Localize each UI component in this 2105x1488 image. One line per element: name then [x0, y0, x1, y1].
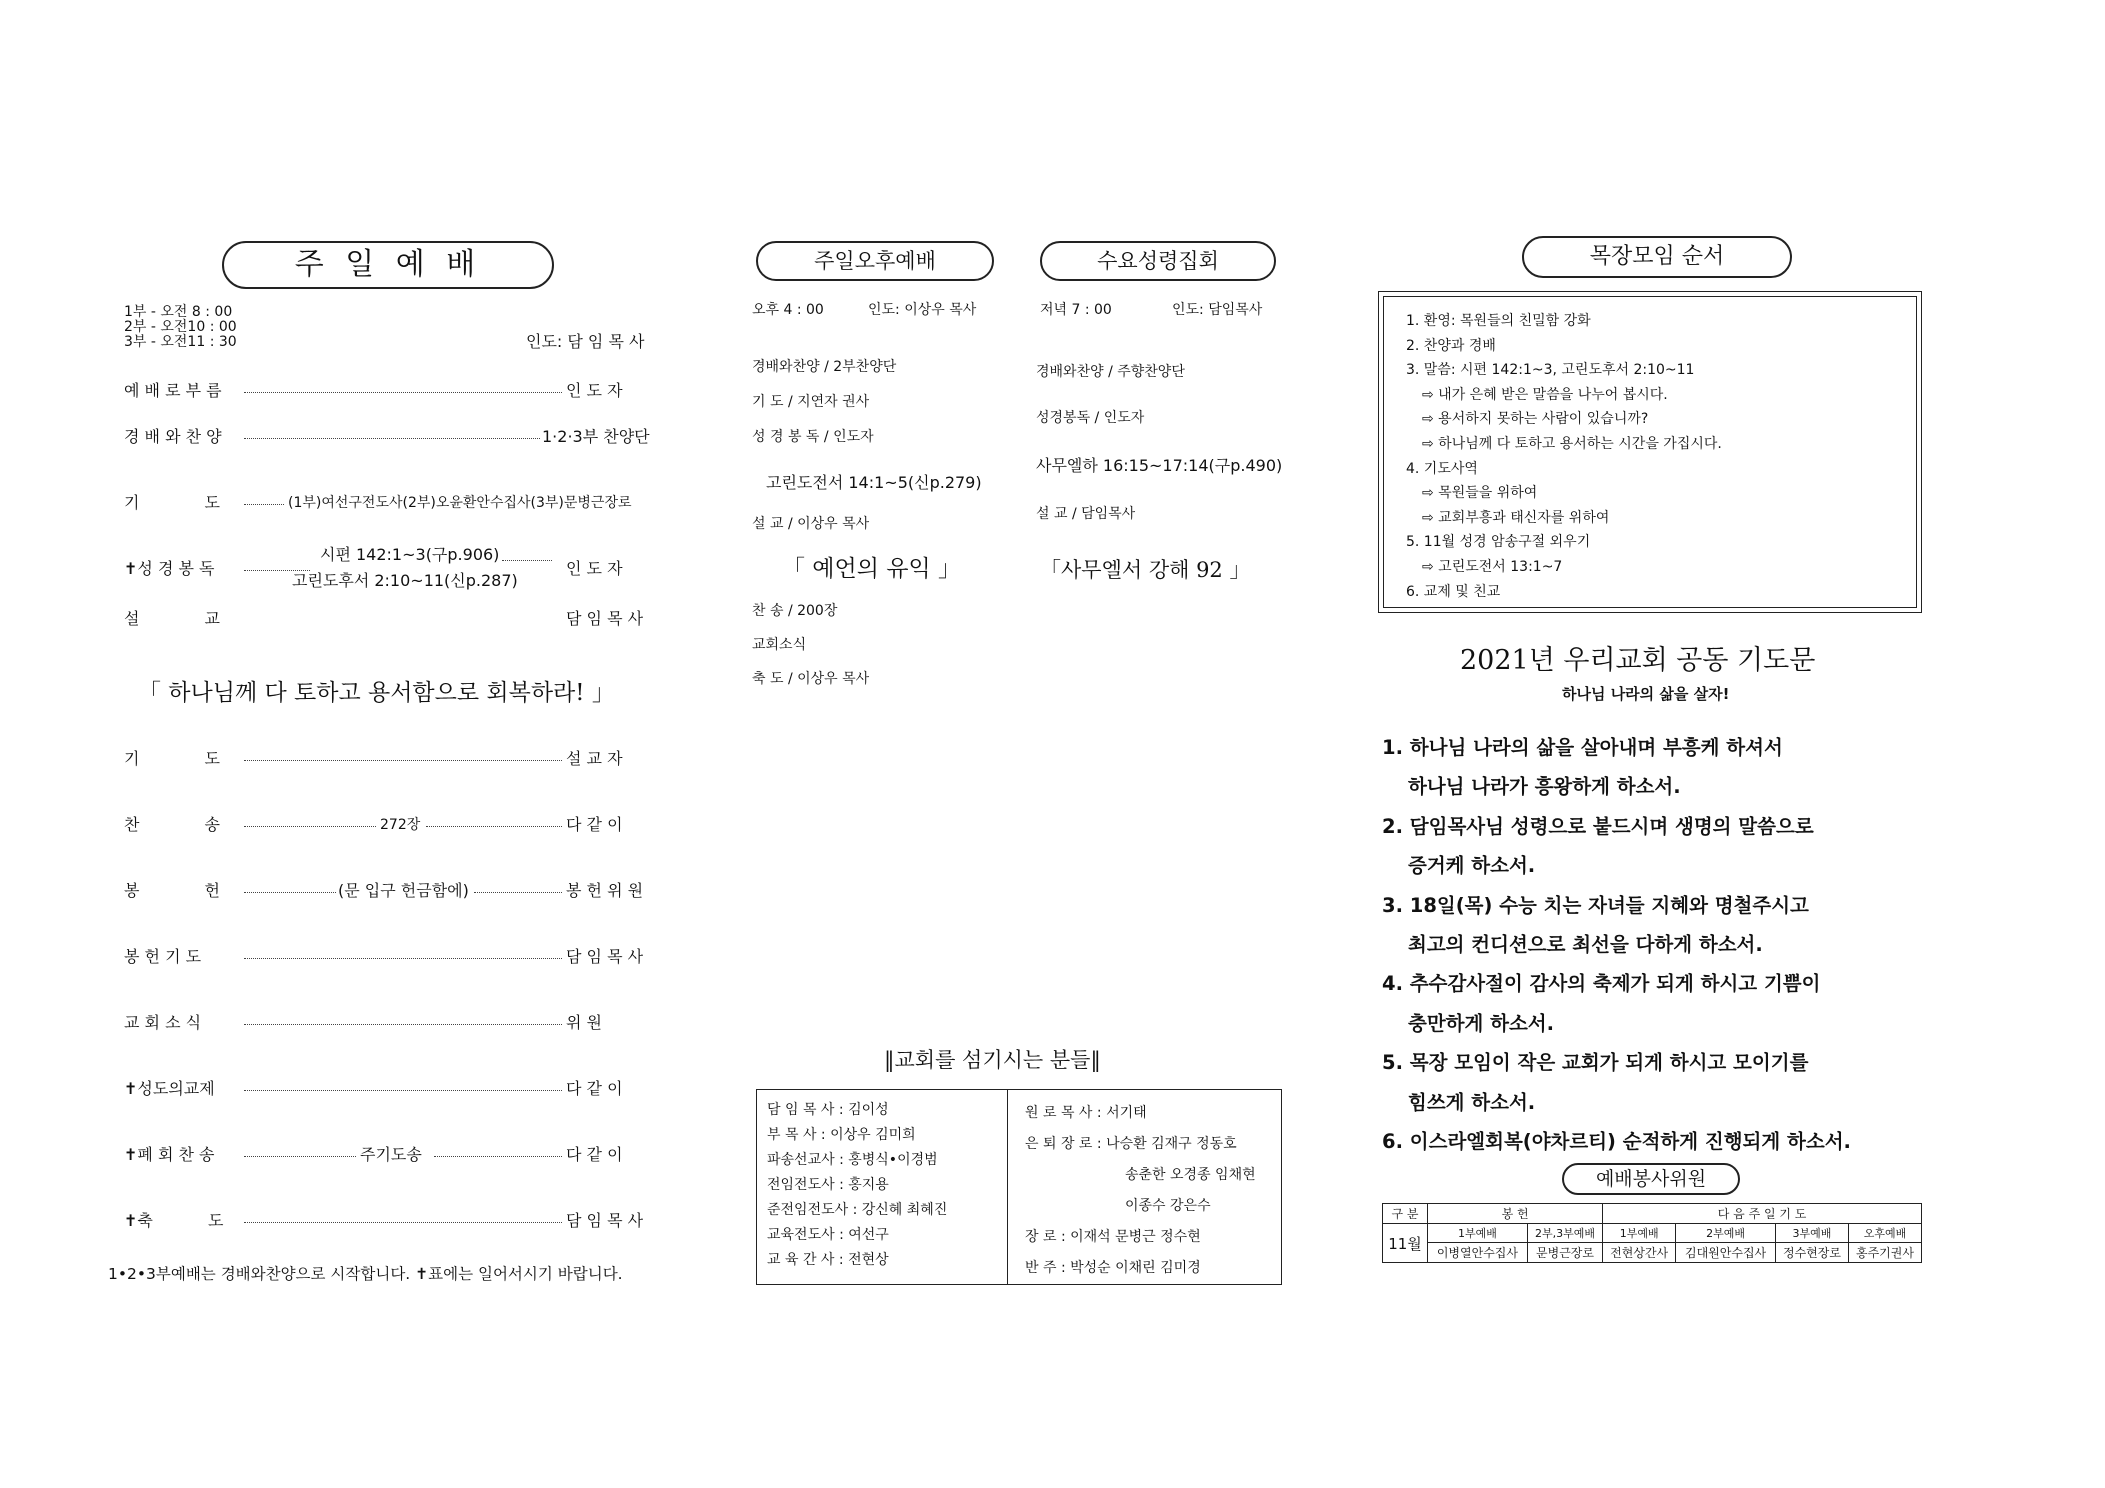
wednesday-title: 수요성령집회 [1040, 241, 1276, 281]
afternoon-line: 찬 송 / 200장 [752, 603, 838, 619]
order-mid: 272장 [380, 817, 421, 833]
wednesday-leader: 인도: 담임목사 [1172, 302, 1263, 318]
afternoon-line: 설 교 / 이상우 목사 [752, 516, 870, 532]
time-2: 2부 - 오전10 : 00 [124, 319, 237, 335]
prayer-line: 증거케 하소서. [1408, 854, 1536, 878]
dotted-leader [426, 826, 562, 827]
leader-row: 교 육 간 사 : 전현상 [767, 1252, 889, 1268]
afternoon-title: 주일오후예배 [756, 241, 994, 281]
order-right: 담 임 목 사 [566, 947, 644, 966]
order-mid: (1부)여선구전도사(2부)오윤환안수집사(3부)문병근장로 [288, 495, 632, 511]
sub-header: 1부예배 [1428, 1224, 1528, 1243]
leader-row: 반 주 : 박성순 이채린 김미경 [1025, 1260, 1201, 1276]
order-label: 예 배 로 부 름 [124, 381, 222, 400]
leader-row: 담 임 목 사 : 김이성 [767, 1102, 889, 1118]
order-right: 인 도 자 [566, 381, 623, 400]
leader-row: 전임전도사 : 홍지용 [767, 1177, 889, 1193]
leaders-right [1025, 1098, 1256, 1284]
dotted-leader [244, 1156, 356, 1157]
dotted-leader [434, 1156, 562, 1157]
leader-row: 이종수 강은수 [1125, 1198, 1211, 1214]
sub-header: 오후예배 [1848, 1224, 1921, 1243]
prayer-line: 3. 18일(목) 수능 치는 자녀들 지혜와 명철주시고 [1382, 893, 1809, 917]
dotted-leader [244, 760, 562, 761]
servant-name: 전현상간사 [1603, 1243, 1676, 1263]
sunday-leader: 인도: 담 임 목 사 [526, 332, 645, 351]
order-right: 위 원 [566, 1013, 602, 1032]
prayer-line: 충만하게 하소서. [1408, 1011, 1555, 1035]
dotted-leader [244, 438, 540, 439]
cell-line: ⇨ 내가 은혜 받은 말씀을 나누어 봅시다. [1422, 386, 1668, 403]
order-label: ✝축 도 [124, 1211, 224, 1230]
order-mid: 주기도송 [360, 1145, 422, 1164]
servant-name: 이병열안수집사 [1428, 1243, 1528, 1263]
prayer-line: 5. 목장 모임이 작은 교회가 되게 하시고 모이기를 [1382, 1051, 1809, 1075]
leader-row: 파송선교사 : 홍병식•이경범 [767, 1152, 938, 1168]
leader-row: 부 목 사 : 이상우 김미희 [767, 1127, 916, 1143]
servant-name: 홍주기권사 [1848, 1243, 1921, 1263]
cell-line: ⇨ 하나님께 다 토하고 용서하는 시간을 가집시다. [1422, 435, 1722, 452]
order-right: 담 임 목 사 [566, 609, 644, 628]
servant-name: 정수현장로 [1775, 1243, 1848, 1263]
afternoon-scripture: 고린도전서 14:1~5(신p.279) [766, 473, 982, 492]
cell-line: ⇨ 교회부흥과 태신자를 위하여 [1422, 509, 1610, 526]
order-right: 다 같 이 [566, 1145, 623, 1164]
sub-header: 2부예배 [1676, 1224, 1776, 1243]
leader-row: 송춘한 오경종 임채현 [1125, 1167, 1256, 1183]
prayer-line: 6. 이스라엘회복(야차르티) 순적하게 진행되게 하소서. [1382, 1130, 1851, 1154]
cell-line: 6. 교제 및 친교 [1406, 583, 1501, 600]
dotted-leader [244, 504, 284, 505]
dotted-leader [244, 892, 336, 893]
prayer-title: 2021년 우리교회 공동 기도문 [1460, 645, 1816, 676]
dotted-leader [474, 892, 562, 893]
wednesday-scripture: 사무엘하 16:15~17:14(구p.490) [1036, 456, 1283, 475]
leader-row: 원 로 목 사 : 서기태 [1025, 1105, 1147, 1121]
cell-line: ⇨ 고린도전서 13:1~7 [1422, 558, 1563, 575]
sunday-times [124, 305, 237, 350]
afternoon-line: 축 도 / 이상우 목사 [752, 671, 870, 687]
leaders-box [756, 1089, 1282, 1285]
sunday-footnote: 1•2•3부예배는 경배와찬양으로 시작합니다. ✝표에는 일어서시기 바랍니다. [108, 1265, 623, 1283]
order-label: ✝폐 회 찬 송 [124, 1145, 215, 1164]
prayer-line: 4. 추수감사절이 감사의 축제가 되게 하시고 기쁨이 [1382, 972, 1821, 996]
sub-header: 2부,3부예배 [1527, 1224, 1602, 1243]
order-right: 1·2·3부 찬양단 [542, 427, 650, 446]
h-bong: 봉 헌 [1428, 1204, 1603, 1224]
wednesday-line: 성경봉독 / 인도자 [1036, 410, 1145, 426]
afternoon-line: 교회소식 [752, 637, 807, 653]
time-1: 1부 - 오전 8 : 00 [124, 304, 233, 320]
order-label: 설 교 [124, 609, 220, 628]
cell-line: 4. 기도사역 [1406, 460, 1478, 477]
wednesday-time: 저녁 7 : 00 [1040, 302, 1112, 318]
h-gubun: 구 분 [1383, 1204, 1428, 1224]
wednesday-line: 설 교 / 담임목사 [1036, 506, 1136, 522]
order-right: 인 도 자 [566, 559, 623, 578]
leaders-divider [1007, 1090, 1008, 1284]
order-label: 찬 송 [124, 815, 220, 834]
leaders-title: ‖교회를 섬기시는 분들‖ [884, 1048, 1101, 1072]
prayer-list [1382, 728, 1851, 1161]
order-right: 다 같 이 [566, 1079, 623, 1098]
h-next: 다 음 주 일 기 도 [1603, 1204, 1922, 1224]
afternoon-time: 오후 4 : 00 [752, 302, 824, 318]
wednesday-sermon: 「사무엘서 강해 92 」 [1040, 558, 1251, 582]
afternoon-line: 기 도 / 지연자 권사 [752, 394, 870, 410]
cell-title: 목장모임 순서 [1522, 236, 1792, 278]
order-label: 봉 헌 기 도 [124, 947, 202, 966]
wednesday-line: 경배와찬양 / 주향찬양단 [1036, 364, 1185, 380]
cell-line: ⇨ 목원들을 위하여 [1422, 485, 1538, 502]
dotted-leader [502, 560, 552, 561]
cell-line: ⇨ 용서하지 못하는 사람이 있습니까? [1422, 411, 1649, 428]
cell-box-outer [1378, 291, 1922, 613]
servant-name: 김대원안수집사 [1676, 1243, 1776, 1263]
dotted-leader [244, 1090, 562, 1091]
leader-row: 교육전도사 : 여선구 [767, 1227, 889, 1243]
cell-line: 3. 말씀: 시편 142:1~3, 고린도후서 2:10~11 [1406, 362, 1695, 379]
order-label: 기 도 [124, 493, 220, 512]
leaders-left [767, 1098, 947, 1273]
servant-name: 문병근장로 [1527, 1243, 1602, 1263]
order-mid-2: 고린도후서 2:10~11(신p.287) [292, 571, 518, 590]
sunday-title: 주 일 예 배 [222, 241, 554, 289]
order-label: 봉 헌 [124, 881, 220, 900]
cell-line: 2. 찬양과 경배 [1406, 337, 1496, 354]
servants-table [1382, 1203, 1922, 1263]
servants-title: 예배봉사위원 [1562, 1163, 1740, 1195]
prayer-line: 최고의 컨디션으로 최선을 다하게 하소서. [1408, 933, 1763, 957]
prayer-subtitle: 하나님 나라의 삶을 살자! [1562, 685, 1730, 703]
dotted-leader [244, 958, 562, 959]
order-mid: (문 입구 헌금함에) [338, 881, 469, 900]
sub-header: 3부예배 [1775, 1224, 1848, 1243]
leader-row: 준전임전도사 : 강신혜 최혜진 [767, 1202, 948, 1218]
order-right: 담 임 목 사 [566, 1211, 644, 1230]
cell-line: 1. 환영: 목원들의 친밀함 강화 [1406, 313, 1591, 329]
prayer-line: 1. 하나님 나라의 삶을 살아내며 부흥케 하셔서 [1382, 736, 1783, 759]
order-right: 봉 헌 위 원 [566, 881, 644, 900]
time-3: 3부 - 오전11 : 30 [124, 334, 237, 350]
sub-header: 1부예배 [1603, 1224, 1676, 1243]
afternoon-line: 경배와찬양 / 2부찬양단 [752, 359, 897, 375]
servants-table-wrap [1382, 1203, 1922, 1263]
cell-line: 5. 11월 성경 암송구절 외우기 [1406, 534, 1591, 551]
leader-row: 은 퇴 장 로 : 나승환 김재구 정동호 [1025, 1136, 1237, 1152]
sunday-sermon: 「 하나님께 다 토하고 용서함으로 회복하라! 」 [138, 680, 615, 706]
order-label: 교 회 소 식 [124, 1013, 202, 1032]
order-label: 기 도 [124, 749, 220, 768]
prayer-line: 힘쓰게 하소서. [1408, 1090, 1536, 1114]
leader-row: 장 로 : 이재석 문병근 정수현 [1025, 1229, 1201, 1245]
afternoon-line: 성 경 봉 독 / 인도자 [752, 429, 874, 445]
order-mid: 시편 142:1~3(구p.906) [320, 545, 500, 564]
afternoon-sermon: 「 예언의 유익 」 [782, 556, 962, 582]
afternoon-leader: 인도: 이상우 목사 [868, 302, 977, 318]
dotted-leader [244, 1222, 562, 1223]
prayer-line: 하나님 나라가 흥왕하게 하소서. [1408, 775, 1681, 799]
cell-box-inner [1383, 296, 1917, 608]
dotted-leader [244, 826, 376, 827]
order-label: ✝성도의교제 [124, 1079, 215, 1098]
order-right: 다 같 이 [566, 815, 623, 834]
month-cell: 11월 [1383, 1224, 1428, 1263]
dotted-leader [244, 392, 562, 393]
order-right: 설 교 자 [566, 749, 623, 768]
dotted-leader [244, 1024, 562, 1025]
order-label: ✝성 경 봉 독 [124, 559, 215, 578]
order-label: 경 배 와 찬 양 [124, 427, 222, 446]
prayer-line: 2. 담임목사님 성령으로 붙드시며 생명의 말씀으로 [1382, 814, 1814, 838]
